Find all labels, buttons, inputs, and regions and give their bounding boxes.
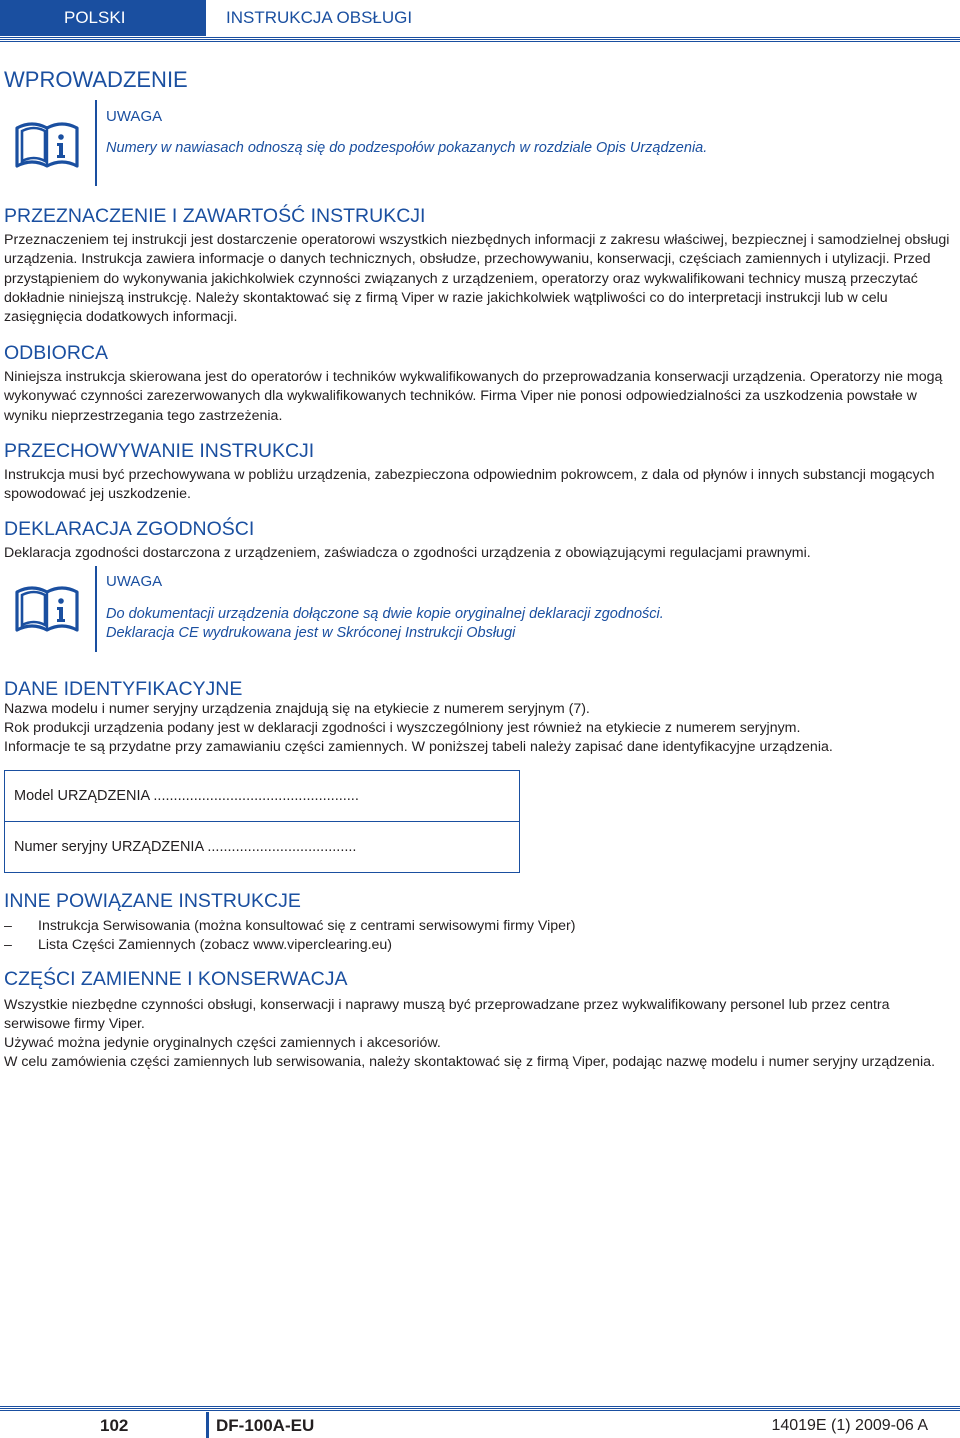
table-row [5, 771, 520, 822]
spares-line-1: Wszystkie niezbędne czynności obsługi, konserwacji i naprawy muszą być przeprowadzane przez wykwalifikowany personel lub przez centra serwisowe firmy Viper. [4, 997, 890, 1033]
identification-line-2: Rok produkcji urządzenia podany jest w deklaracji zgodności i wyszczególniony jest również na etykiecie z numerem seryjnym. [4, 720, 801, 736]
list-dash: – [4, 937, 12, 953]
note-divider [95, 100, 97, 186]
list-item [4, 936, 392, 955]
manual-info-icon [14, 582, 80, 639]
model-value: ................................................... [153, 788, 359, 804]
model-label: Model URZĄDZENIA [14, 788, 150, 804]
purpose-text: Przeznaczeniem tej instrukcji jest dostarczenie operatorowi wszystkich niezbędnych informacji z zakresu właściwej, bezpiecznej i samodzielnej obsługi urządzenia. Instrukcja zawiera informacje o danych technicznych, obsłudze, przechowywaniu, konserwacji, częściach zamiennych i utylizacji. Przed przystąpieniem do wykonywania jakichkolwiek czynności związanych z urządzeniem, operatorzy oraz wykwalifikowani technicy muszą przeczytać dokładnie niniejszą instrukcję. Należy skontaktować się z firmą Viper w razie jakichkolwiek wątpliwości co do interpretacji instrukcji lub w celu zasięgnięcia dodatkowych informacji. [4, 232, 950, 326]
heading-audience: ODBIORCA [4, 342, 109, 364]
note-text-line-1: Do dokumentacji urządzenia dołączone są dwie kopie oryginalnej deklaracji zgodności. [106, 606, 664, 622]
heading-related: INNE POWIĄZANE INSTRUKCJE [4, 890, 301, 912]
identification-line-3: Informacje te są przydatne przy zamawianiu części zamiennych. W poniższej tabeli należy zapisać dane identyfikacyjne urządzenia. [4, 739, 833, 755]
list-item [4, 917, 575, 936]
identification-table [4, 770, 520, 873]
note-text: Numery w nawiasach odnoszą się do podzespołów pokazanych w rozdziale Opis Urządzenia. [106, 140, 708, 156]
page-number: 102 [100, 1416, 129, 1435]
document-code: 14019E (1) 2009-06 A [771, 1417, 928, 1434]
note-divider [95, 566, 97, 652]
table-cell-serial[interactable] [5, 822, 520, 873]
list-dash: – [4, 918, 12, 934]
heading-declaration: DEKLARACJA ZGODNOŚCI [4, 518, 255, 540]
note-label: UWAGA [106, 573, 163, 590]
declaration-text: Deklaracja zgodności dostarczona z urządzeniem, zaświadcza o zgodności urządzenia z obowiązującymi regulacjami prawnymi. [4, 545, 811, 561]
manual-info-icon [14, 118, 80, 175]
serial-label: Numer seryjny URZĄDZENIA [14, 839, 204, 855]
heading-spares: CZĘŚCI ZAMIENNE I KONSERWACJA [4, 968, 348, 990]
footer-rule [0, 1406, 960, 1411]
heading-purpose: PRZEZNACZENIE I ZAWARTOŚĆ INSTRUKCJI [4, 205, 426, 227]
document-title: INSTRUKCJA OBSŁUGI [226, 8, 413, 27]
spares-line-2: Używać można jedynie oryginalnych części zamiennych i akcesoriów. [4, 1035, 441, 1051]
heading-introduction: WPROWADZENIE [4, 67, 188, 92]
note-text-line-2: Deklaracja CE wydrukowana jest w Skróconej Instrukcji Obsługi [106, 625, 516, 641]
header-rule [0, 37, 960, 43]
list-item-text: Lista Części Zamiennych (zobacz www.viperclearing.eu) [38, 937, 393, 953]
serial-value: ..................................... [207, 839, 357, 855]
storage-text: Instrukcja musi być przechowywana w pobliżu urządzenia, zabezpieczona odpowiednim pokrowcem, z dala od płynów i innych substancji mogących spowodować jej uszkodzenie. [4, 467, 935, 503]
list-item-text: Instrukcja Serwisowania (można konsultować się z centrami serwisowymi firmy Viper) [38, 918, 576, 934]
table-row [5, 822, 520, 873]
language-badge: POLSKI [0, 0, 206, 36]
heading-storage: PRZECHOWYWANIE INSTRUKCJI [4, 440, 315, 462]
table-cell-model[interactable] [5, 771, 520, 822]
model-name: DF-100A-EU [216, 1416, 315, 1435]
footer-divider [206, 1412, 209, 1438]
heading-identification: DANE IDENTYFIKACYJNE [4, 678, 243, 700]
audience-text: Niniejsza instrukcja skierowana jest do operatorów i techników wykwalifikowanych do przeprowadzania konserwacji urządzenia. Operatorzy nie mogą wykonywać czynności zarezerwowanych dla wykwalifikowanych techników. Firma Viper nie ponosi odpowiedzialności za uszkodzenia powstałe w wyniku nieprzestrzegania tego zastrzeżenia. [4, 369, 943, 424]
note-label: UWAGA [106, 108, 163, 125]
identification-line-1: Nazwa modelu i numer seryjny urządzenia znajdują się na etykiecie z numerem seryjnym (7). [4, 701, 590, 717]
spares-line-3: W celu zamówienia części zamiennych lub serwisowania, należy skontaktować się z firmą Viper, podając nazwę modelu i numer seryjny urządzenia. [4, 1054, 936, 1070]
